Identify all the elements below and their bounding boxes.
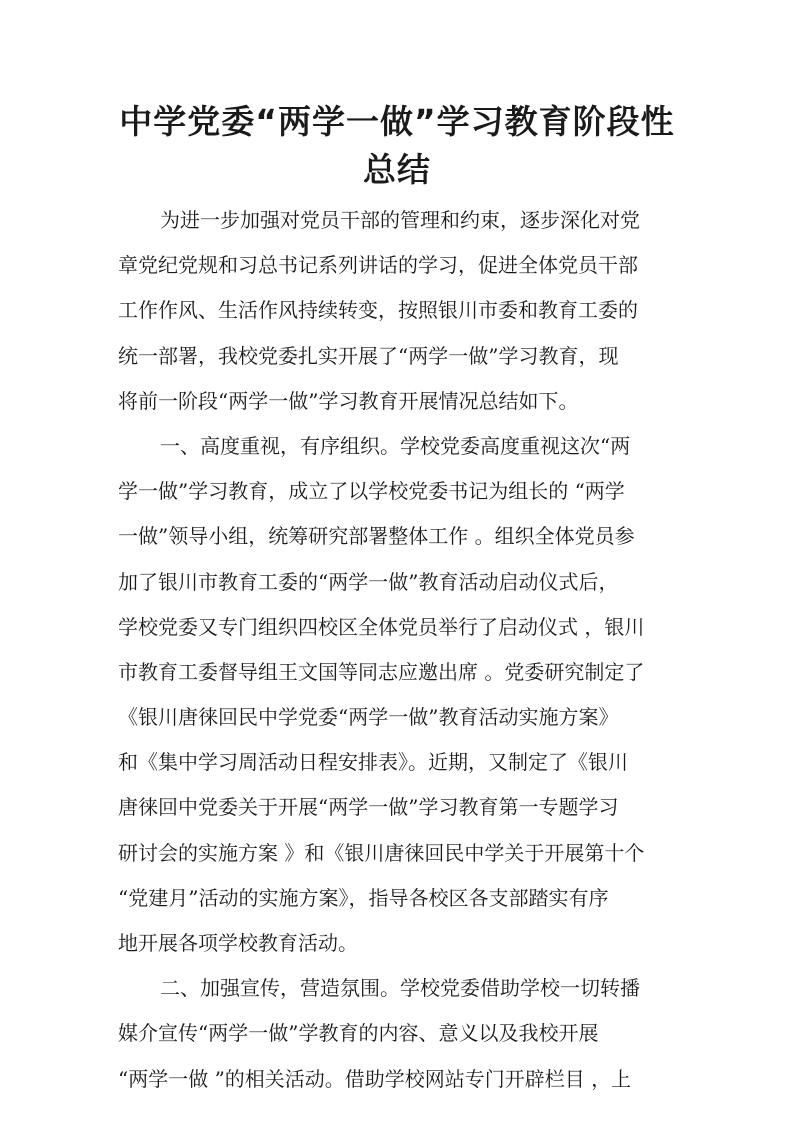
body-line: 学校党委又专门组织四校区全体党员举行了启动仪式 ，银川 — [118, 614, 645, 639]
body-line: 一、高度重视，有序组织。学校党委高度重视这次“两 — [160, 433, 631, 458]
body-line: 为进一步加强对党员干部的管理和约束，逐步深化对党 — [160, 208, 640, 232]
body-line: 章党纪党规和习总书记系列讲话的学习，促进全体党员干部 — [118, 253, 638, 278]
body-line: 研讨会的实施方案 》和《银川唐徕回民中学关于开展第十个 — [118, 840, 645, 865]
body-line: 工作作风、生活作风持续转变，按照银川市委和教育工委的 — [118, 298, 638, 323]
body-line: 媒介宣传“两学一做”学教育的内容、意义以及我校开展 — [118, 1021, 599, 1046]
body-line: 地开展各项学校教育活动。 — [118, 931, 358, 955]
body-line: 统一部署，我校党委扎实开展了“两学一做”学习教育，现 — [118, 343, 619, 368]
body-line: “两学一做 ”的相关活动。借助学校网站专门开辟栏目 ，上 — [118, 1066, 632, 1091]
body-line: 唐徕回中党委关于开展“两学一做”学习教育第一专题学习 — [118, 795, 619, 820]
body-line: 和《集中学习周活动日程安排表》。近期，又制定了《银川 — [118, 750, 628, 775]
body-line: “党建月”活动的实施方案》，指导各校区各支部踏实有序 — [118, 885, 609, 910]
body-line: 加了银川市教育工委的“两学一做”教育活动启动仪式后， — [118, 569, 619, 594]
body-line: 学一做”学习教育，成立了以学校党委书记为组长的 “两学 — [118, 479, 625, 504]
document-title-line-2: 总结 — [363, 150, 431, 189]
body-line: 市教育工委督导组王文国等同志应邀出席 。党委研究制定了 — [118, 659, 645, 684]
document-title-line-1: 中学党委“两学一做”学习教育阶段性 — [119, 102, 675, 141]
document-body — [118, 198, 678, 1102]
body-line: 《银川唐徕回民中学党委“两学一做”教育活动实施方案》 — [118, 705, 619, 730]
body-line: 一做”领导小组，统筹研究部署整体工作 。组织全体党员参 — [118, 524, 635, 549]
body-line: 将前一阶段“两学一做”学习教育开展情况总结如下。 — [118, 388, 579, 413]
body-line: 二、加强宣传，营造氛围。学校党委借助学校一切转播 — [160, 976, 640, 1001]
